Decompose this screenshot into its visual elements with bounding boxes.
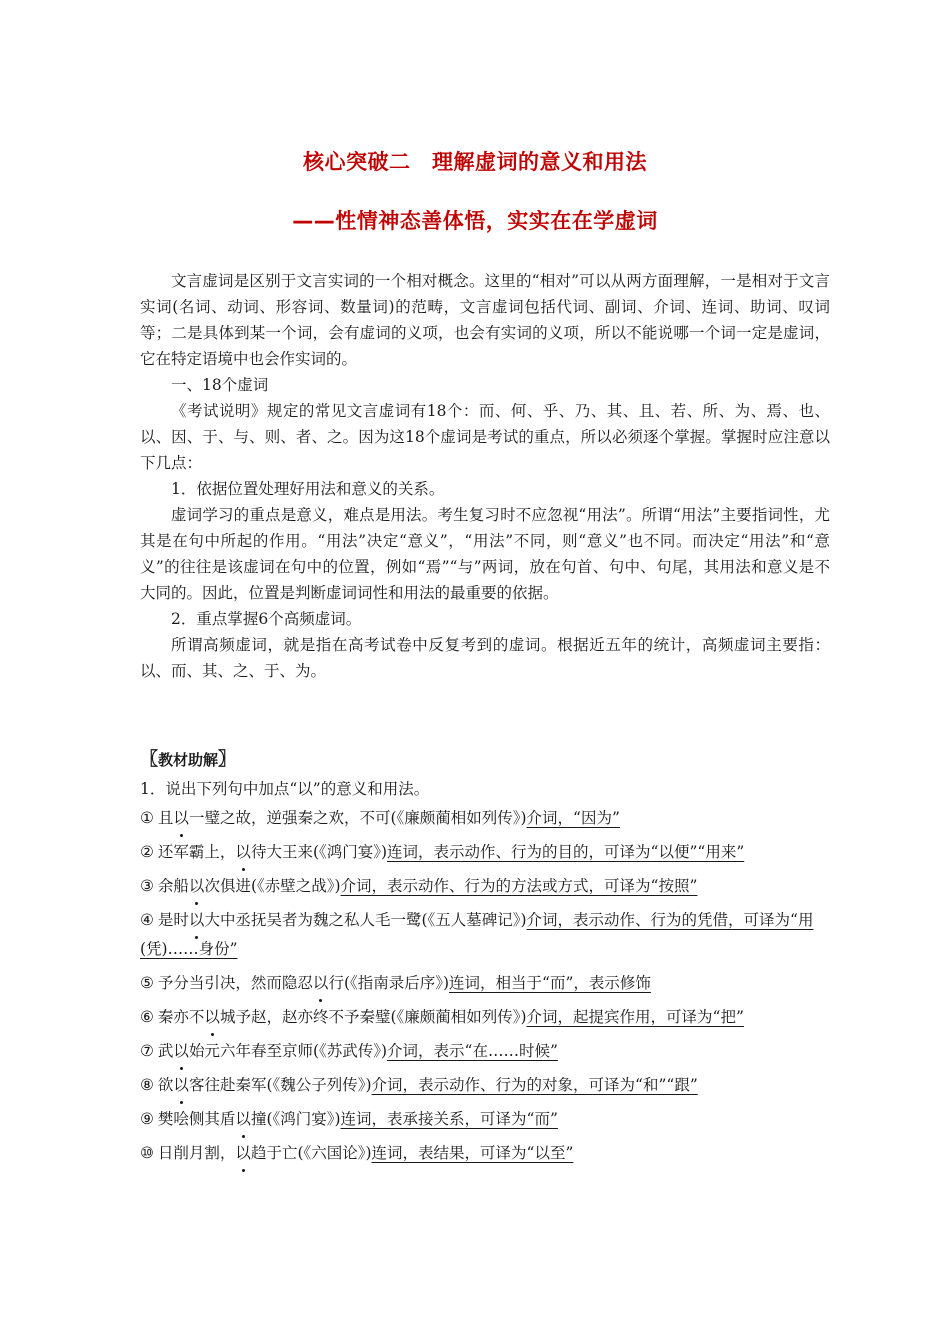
exercise-instruction: 1．说出下列句中加点“以”的意义和用法。 — [140, 780, 430, 798]
dotted-word: 以 — [235, 838, 251, 867]
sentence-pre: 余船 — [157, 877, 189, 895]
exercise-item-2 — [140, 838, 830, 867]
exercise-item-8 — [140, 1071, 830, 1100]
exercise-list — [140, 804, 830, 1173]
item-number: ④ — [140, 911, 154, 929]
answer-text: 介词，起提宾作用，可译为“把” — [526, 1008, 744, 1026]
sentence-post: 待大王来(《鸿门宴》) — [250, 843, 388, 861]
item-number: ⑨ — [140, 1110, 154, 1128]
sentence-post: 撞(《鸿门宴》) — [250, 1110, 341, 1128]
intro-body — [140, 268, 830, 684]
sentence-pre: 武 — [157, 1042, 174, 1060]
sentence-pre: 樊哙侧其盾 — [157, 1110, 236, 1128]
item-number: ② — [140, 843, 154, 861]
exercise-item-9 — [140, 1105, 830, 1134]
sentence-pre: 予分当引决，然而隐忍 — [157, 974, 313, 992]
point-2-paragraph: 所谓高频虚词，就是指在高考试卷中反复考到的虚词。根据近五年的统计，高频虚词主要指：以、而、其、之、于、为。 — [140, 636, 830, 680]
dotted-word: 以 — [173, 1037, 189, 1066]
section-close-bracket: 〗 — [218, 749, 237, 770]
answer-text: 介词，表示动作、行为的方法或方式，可译为“按照” — [340, 877, 698, 895]
item-number: ① — [140, 809, 154, 827]
sentence-pre: 且 — [157, 809, 174, 827]
sentence-pre: 还军霸上， — [157, 843, 236, 861]
answer-text: 连词，表示动作、行为的目的，可译为“以便”“用来” — [387, 843, 745, 861]
sentence-post: 大中丞抚吴者为魏之私人毛一鹭(《五人墓碑记》) — [204, 911, 527, 929]
exercise-item-5 — [140, 969, 830, 998]
exercise-item-6 — [140, 1003, 830, 1032]
item-number: ③ — [140, 877, 154, 895]
sentence-post: 客往赴秦军(《魏公子列传》) — [188, 1076, 372, 1094]
intro-paragraph: 文言虚词是区别于文言实词的一个相对概念。这里的“相对”可以从两方面理解，一是相对于文言实词(名词、动词、形容词、数量词)的范畴，文言虚词包括代词、副词、介词、连词、助词、叹词等；二是具体到某一个词，会有虚词的义项，也会有实词的义项，所以不能说哪一个词一定是虚词，它在特定语境中也会作实词的。 — [140, 272, 830, 368]
answer-text: 连词，表结果，可译为“以至” — [371, 1144, 574, 1162]
sentence-pre: 日削月割， — [157, 1144, 236, 1162]
dotted-word: 以 — [173, 1071, 189, 1100]
item-number: ⑥ — [140, 1008, 154, 1026]
item-number: ⑩ — [140, 1144, 154, 1162]
answer-text: 介词，“因为” — [526, 809, 620, 827]
section-label-textbook-help — [140, 745, 236, 771]
dotted-word: 以 — [313, 969, 329, 998]
answer-text: 连词，表承接关系，可译为“而” — [340, 1110, 558, 1128]
sentence-post: 次俱进(《赤壁之战》) — [204, 877, 341, 895]
answer-text: 介词，表示“在……时候” — [387, 1042, 558, 1060]
heading-18-particles: 一、18个虚词 — [171, 376, 269, 394]
sentence-pre: 是时 — [157, 911, 189, 929]
answer-text: 介词，表示动作、行为的对象，可译为“和”“跟” — [371, 1076, 698, 1094]
exam-spec-paragraph: 《考试说明》规定的常见文言虚词有18个：而、何、乎、乃、其、且、若、所、为、焉、也、以、因、于、与、则、者、之。因为这18个虚词是考试的重点，所以必须逐个掌握。掌握时应注意以下几点： — [140, 402, 830, 472]
exercise-item-7 — [140, 1037, 830, 1066]
point-1-paragraph: 虚词学习的重点是意义，难点是用法。考生复习时不应忽视“用法”。所谓“用法”主要指词性，尤其是在句中所起的作用。“用法”决定“意义”，“用法”不同，则“意义”也不同。而决定“用法”和“意义”的往往是该虚词在句中的位置，例如“焉”“与”两词，放在句首、句中、句尾，其用法和意义是不大同的。因此，位置是判断虚词词性和用法的最重要的依据。 — [140, 506, 830, 602]
dotted-word: 以 — [189, 906, 205, 935]
dotted-word: 以 — [204, 1003, 220, 1032]
sentence-pre: 欲 — [157, 1076, 174, 1094]
answer-text: 介词，表示动作、行为的凭借，可译为“用(凭)……身份” — [140, 911, 814, 958]
page-title: 核心突破二 理解虚词的意义和用法 — [303, 150, 647, 174]
answer-text: 连词，相当于“而”，表示修饰 — [449, 974, 651, 992]
sentence-post: 趋于亡(《六国论》) — [250, 1144, 372, 1162]
item-number: ⑤ — [140, 974, 154, 992]
exercise-item-1 — [140, 804, 830, 833]
exercise-item-4 — [140, 906, 830, 964]
sentence-pre: 秦亦不 — [157, 1008, 205, 1026]
page-subtitle: ——性情神态善体悟，实实在在学虚词 — [292, 209, 658, 233]
dotted-word: 以 — [173, 804, 189, 833]
item-number: ⑧ — [140, 1076, 154, 1094]
exercise-item-10 — [140, 1139, 830, 1168]
item-number: ⑦ — [140, 1042, 154, 1060]
section-label-text: 教材助解 — [158, 751, 219, 769]
dotted-word: 以 — [235, 1139, 251, 1168]
sentence-post: 一璧之故，逆强秦之欢，不可(《廉颇蔺相如列传》) — [188, 809, 527, 827]
dotted-word: 以 — [189, 872, 205, 901]
exercise-item-3 — [140, 872, 830, 901]
dotted-word: 以 — [235, 1105, 251, 1134]
sentence-post: 行(《指南录后序》) — [328, 974, 450, 992]
point-2-heading: 2．重点掌握6个高频虚词。 — [171, 610, 362, 628]
sentence-post: 城予赵，赵亦终不予秦璧(《廉颇蔺相如列传》) — [219, 1008, 527, 1026]
section-open-bracket: 〖 — [140, 749, 158, 770]
sentence-post: 始元六年春至京师(《苏武传》) — [188, 1042, 388, 1060]
point-1-heading: 1．依据位置处理好用法和意义的关系。 — [171, 480, 445, 498]
